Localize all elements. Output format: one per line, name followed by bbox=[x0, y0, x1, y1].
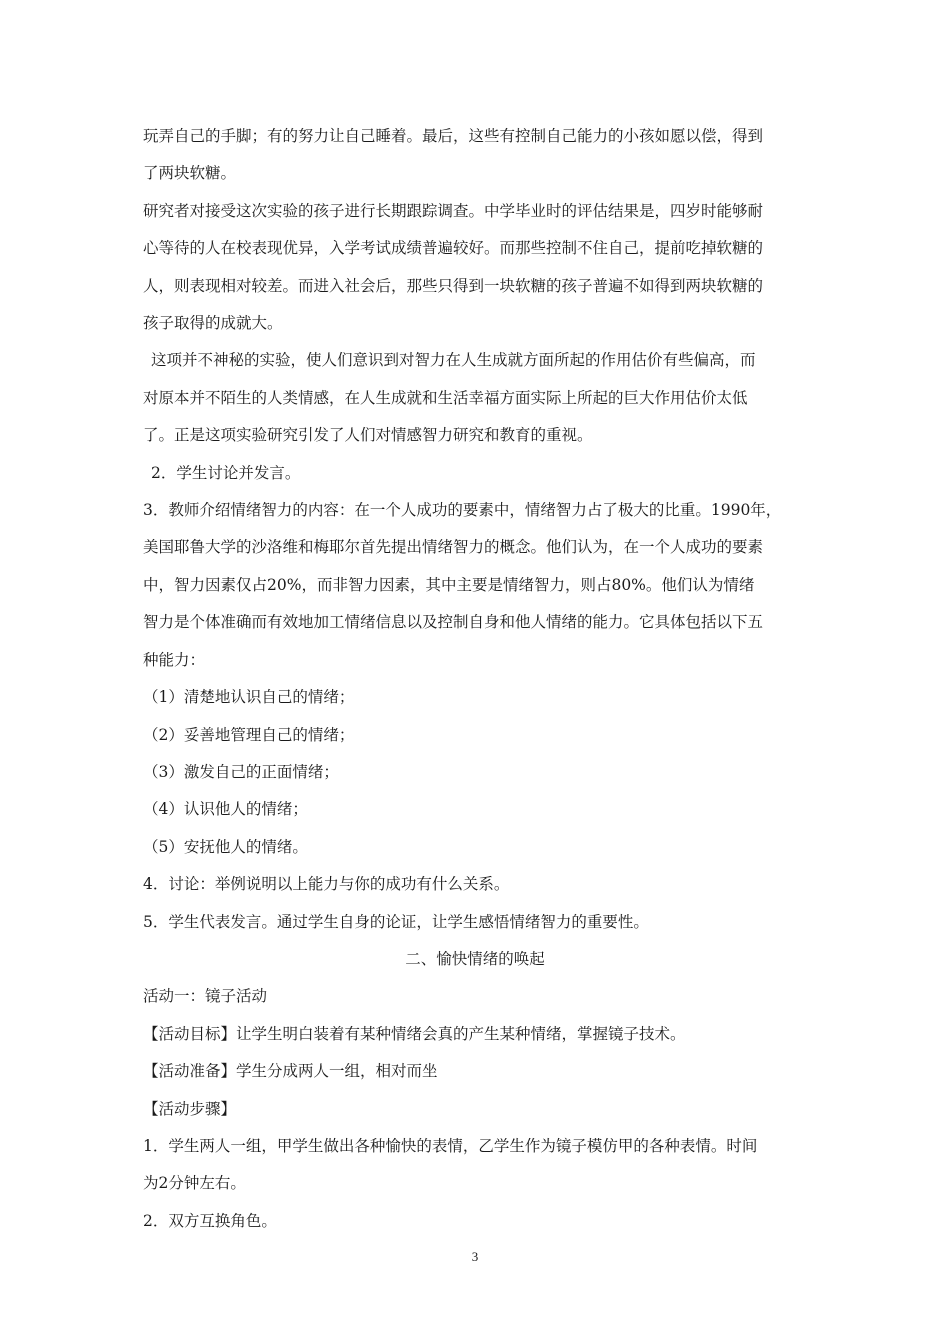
activity-steps-heading: 【活动步骤】 bbox=[143, 1099, 237, 1118]
document-body bbox=[143, 118, 807, 1240]
paragraph-line: 种能力： bbox=[143, 650, 206, 669]
list-item: （1）清楚地认识自己的情绪； bbox=[143, 688, 355, 707]
section-heading: 二、愉快情绪的唤起 bbox=[405, 949, 545, 968]
paragraph-line: 智力是个体准确而有效地加工情绪信息以及控制自身和他人情绪的能力。它具体包括以下五 bbox=[143, 613, 764, 632]
paragraph-line: 心等待的人在校表现优异，入学考试成绩普遍较好。而那些控制不住自己，提前吃掉软糖的 bbox=[143, 239, 764, 258]
list-item: 4．讨论：举例说明以上能力与你的成功有什么关系。 bbox=[143, 875, 510, 894]
paragraph-line: 人，则表现相对较差。而进入社会后，那些只得到一块软糖的孩子普遍不如得到两块软糖的 bbox=[143, 276, 764, 295]
paragraph-line: 为2分钟左右。 bbox=[143, 1174, 246, 1193]
paragraph-line: 美国耶鲁大学的沙洛维和梅耶尔首先提出情绪智力的概念。他们认为，在一个人成功的要素 bbox=[143, 538, 764, 557]
list-item: （4）认识他人的情绪； bbox=[143, 800, 308, 819]
paragraph-line: 对原本并不陌生的人类情感，在人生成就和生活幸福方面实际上所起的巨大作用估价太低 bbox=[143, 388, 748, 407]
activity-title: 活动一：镜子活动 bbox=[143, 987, 268, 1006]
list-item: 1．学生两人一组，甲学生做出各种愉快的表情，乙学生作为镜子模仿甲的各种表情。时间 bbox=[143, 1136, 758, 1155]
list-item: （3）激发自己的正面情绪； bbox=[143, 762, 339, 781]
list-item: （2）妥善地管理自己的情绪； bbox=[143, 725, 355, 744]
paragraph-line: 3．教师介绍情绪智力的内容：在一个人成功的要素中，情绪智力占了极大的比重。1990年， bbox=[143, 501, 782, 520]
paragraph-line: 中，智力因素仅占20%，而非智力因素，其中主要是情绪智力，则占80%。他们认为情绪 bbox=[143, 575, 755, 594]
paragraph-line: 孩子取得的成就大。 bbox=[143, 314, 283, 333]
list-item: （5）安抚他人的情绪。 bbox=[143, 837, 308, 856]
list-item: 5．学生代表发言。通过学生自身的论证，让学生感悟情绪智力的重要性。 bbox=[143, 912, 649, 931]
page-number: 3 bbox=[471, 1249, 479, 1264]
paragraph-line: 了。正是这项实验研究引发了人们对情感智力研究和教育的重视。 bbox=[143, 426, 593, 445]
paragraph-line: 这项并不神秘的实验，使人们意识到对智力在人生成就方面所起的作用估价有些偏高，而 bbox=[151, 351, 756, 370]
list-item: 2．双方互换角色。 bbox=[143, 1211, 277, 1230]
activity-preparation: 【活动准备】学生分成两人一组，相对而坐 bbox=[143, 1062, 438, 1081]
paragraph-line: 研究者对接受这次实验的孩子进行长期跟踪调查。中学毕业时的评估结果是，四岁时能够耐 bbox=[143, 201, 764, 220]
paragraph-line: 了两块软糖。 bbox=[143, 164, 237, 183]
activity-goal: 【活动目标】让学生明白装着有某种情绪会真的产生某种情绪，掌握镜子技术。 bbox=[143, 1024, 686, 1043]
list-item: 2．学生讨论并发言。 bbox=[151, 463, 301, 482]
paragraph-line: 玩弄自己的手脚；有的努力让自己睡着。最后，这些有控制自己能力的小孩如愿以偿，得到 bbox=[143, 127, 764, 145]
